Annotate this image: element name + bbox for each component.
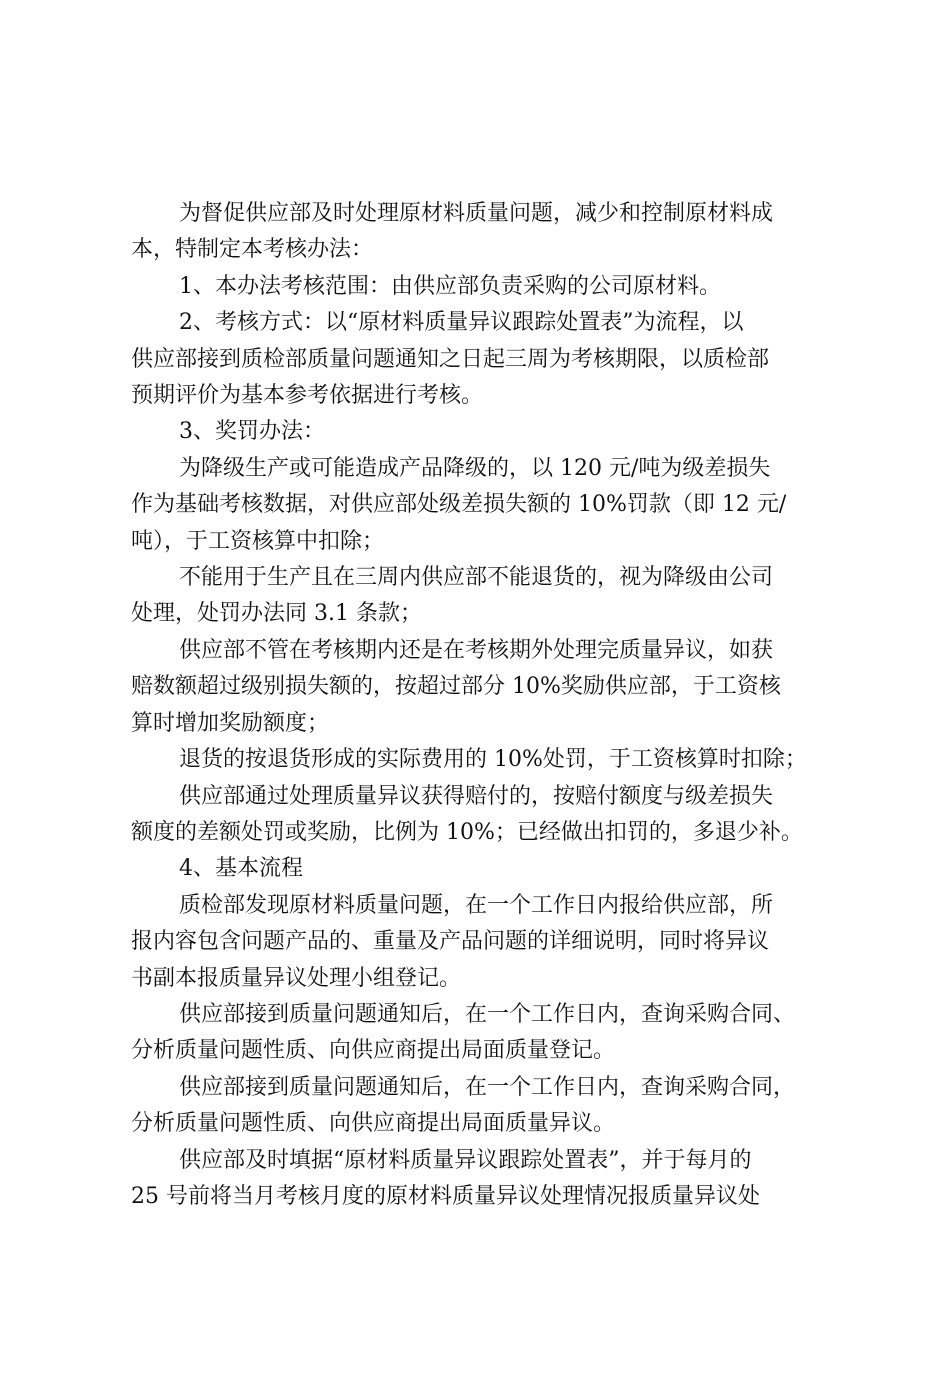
text-line: 赔数额超过级别损失额的，按超过部分 10%奖励供应部，于工资核: [131, 674, 781, 700]
text-line: 为降级生产或可能造成产品降级的，以 120 元/吨为级差损失: [179, 455, 771, 481]
text-line: 25 号前将当月考核月度的原材料质量异议处理情况报质量异议处: [131, 1183, 760, 1209]
text-line: 书副本报质量异议处理小组登记。: [131, 965, 462, 991]
text-line: 处理，处罚办法同 3.1 条款；: [131, 601, 422, 627]
text-line: 供应部不管在考核期内还是在考核期外处理完质量异议，如获: [179, 637, 774, 663]
paragraph: [131, 451, 871, 560]
text-line: 算时增加奖励额度；: [131, 710, 330, 736]
text-line: 作为基础考核数据，对供应部处级差损失额的 10%罚款（即 12 元/: [131, 492, 787, 518]
paragraph: [131, 633, 871, 742]
document-body: [131, 196, 871, 1215]
text-line: 供应部接到质量问题通知后，在一个工作日内，查询采购合同、: [179, 1001, 796, 1027]
text-line: 供应部接到质量问题通知后，在一个工作日内，查询采购合同，: [179, 1074, 796, 1100]
text-line: 为督促供应部及时处理原材料质量问题，减少和控制原材料成: [179, 201, 774, 226]
paragraph: [131, 742, 871, 778]
text-line: 供应部接到质检部质量问题通知之日起三周为考核期限，以质检部: [131, 346, 770, 372]
paragraph: [131, 851, 871, 887]
text-line: 质检部发现原材料质量问题，在一个工作日内报给供应部，所: [179, 892, 774, 918]
paragraph: [131, 888, 871, 997]
text-line: 3、奖罚办法：: [179, 419, 325, 445]
text-line: 退货的按退货形成的实际费用的 10%处罚，于工资核算时扣除；: [179, 747, 807, 773]
paragraph: [131, 560, 871, 633]
text-line: 预期评价为基本参考依据进行考核。: [131, 383, 484, 409]
text-line: 本，特制定本考核办法：: [131, 237, 374, 263]
paragraph: [131, 305, 871, 414]
text-line: 供应部通过处理质量异议获得赔付的，按赔付额度与级差损失: [179, 783, 774, 809]
text-line: 1、本办法考核范围：由供应部负责采购的公司原材料。: [179, 273, 721, 299]
text-line: 4、基本流程: [179, 856, 303, 882]
text-line: 供应部及时填据“原材料质量异议跟踪处置表”，并于每月的: [179, 1147, 752, 1173]
paragraph: [131, 997, 871, 1070]
text-line: 分析质量问题性质、向供应商提出局面质量异议。: [131, 1111, 616, 1137]
text-line: 2、考核方式：以“原材料质量异议跟踪处置表”为流程，以: [179, 310, 744, 336]
text-line: 不能用于生产且在三周内供应部不能退货的，视为降级由公司: [179, 565, 774, 591]
text-line: 报内容包含问题产品的、重量及产品问题的详细说明，同时将异议: [131, 929, 770, 955]
paragraph: [131, 269, 871, 305]
text-line: 额度的差额处罚或奖励，比例为 10%；已经做出扣罚的，多退少补。: [131, 819, 803, 845]
paragraph: [131, 1070, 871, 1143]
paragraph: [131, 414, 871, 450]
paragraph: [131, 1143, 871, 1216]
text-line: 分析质量问题性质、向供应商提出局面质量登记。: [131, 1038, 616, 1064]
paragraph: [131, 196, 871, 269]
text-line: 吨），于工资核算中扣除；: [131, 528, 385, 554]
paragraph: [131, 779, 871, 852]
